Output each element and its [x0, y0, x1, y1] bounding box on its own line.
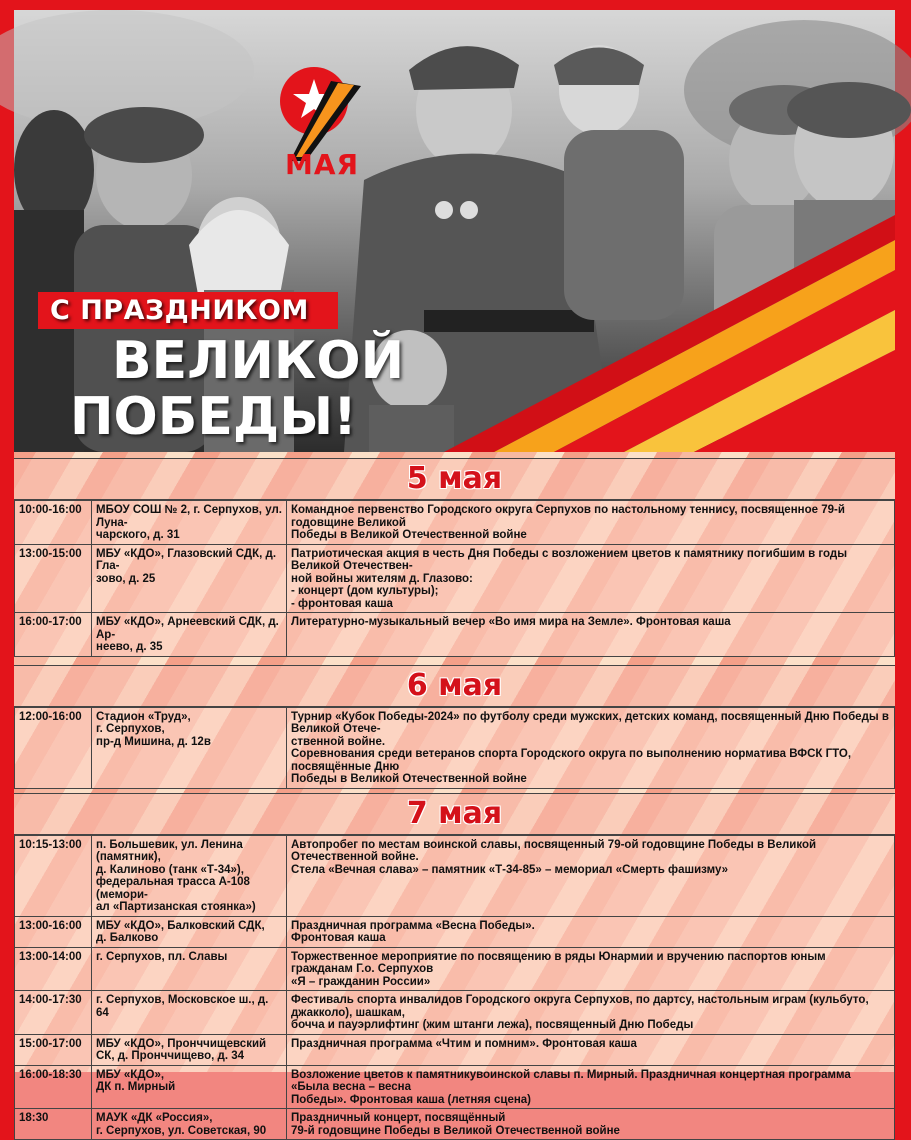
table-row	[15, 544, 895, 613]
day-heading: 5 мая	[14, 458, 895, 500]
event-description: Патриотическая акция в честь Дня Победы с возложением цветов к памятнику погибшим в годы Великой Отечествен- ной войны жителям д. Глазово: - концерт (дом культуры); - фронтовая каша	[287, 544, 895, 613]
event-place: г. Серпухов, Московское ш., д. 64	[92, 991, 287, 1035]
event-time: 10:15-13:00	[15, 835, 92, 916]
table-row	[15, 947, 895, 991]
table-row	[15, 1034, 895, 1065]
event-place: МБУ «КДО», Балковский СДК, д. Балково	[92, 916, 287, 947]
greeting-line-2: ВЕЛИКОЙ	[112, 333, 404, 389]
event-time: 15:00-17:00	[15, 1034, 92, 1065]
event-description: Автопробег по местам воинской славы, посвященный 79-ой годовщине Победы в Великой Отечественной войне. Стела «Вечная слава» – памятник «Т-34-85» – мемориал «Смерть фашизму»	[287, 835, 895, 916]
event-schedule	[14, 458, 895, 1140]
event-place: МБУ «КДО», Пронччищевский СК, д. Пронччищево, д. 34	[92, 1034, 287, 1065]
event-description: Фестиваль спорта инвалидов Городского округа Серпухов, по дартсу, настольным играм (кульбуто, джакколо), шашкам, бочча и пауэрлифтинг (жим штанги лежа), посвященный Дню Победы	[287, 991, 895, 1035]
event-time: 12:00-16:00	[15, 707, 92, 788]
table-row	[15, 501, 895, 545]
event-place: МБУ «КДО», Арнеевский СДК, д. Ар- неево, д. 35	[92, 613, 287, 657]
event-time: 10:00-16:00	[15, 501, 92, 545]
table-row	[15, 835, 895, 916]
event-time: 13:00-16:00	[15, 916, 92, 947]
event-place: п. Большевик, ул. Ленина (памятник), д. Калиново (танк «Т-34»), федеральная трасса А-108 (мемори- ал «Партизанская стоянка»)	[92, 835, 287, 916]
logo-text: МАЯ	[277, 148, 367, 181]
day-table	[14, 707, 895, 789]
day-heading: 7 мая	[14, 793, 895, 835]
hero-banner	[14, 10, 895, 452]
event-time: 13:00-14:00	[15, 947, 92, 991]
event-time: 13:00-15:00	[15, 544, 92, 613]
table-row	[15, 991, 895, 1035]
event-time: 14:00-17:30	[15, 991, 92, 1035]
poster-frame	[14, 10, 895, 1072]
table-row	[15, 1065, 895, 1109]
event-place: МАУК «ДК «Россия», г. Серпухов, ул. Советская, 90	[92, 1109, 287, 1140]
event-description: Торжественное мероприятие по посвящению в ряды Юнармии и вручению паспортов юным гражданам Г.о. Серпухов «Я – гражданин России»	[287, 947, 895, 991]
day-heading: 6 мая	[14, 665, 895, 707]
table-row	[15, 916, 895, 947]
event-place: МБУ «КДО», ДК п. Мирный	[92, 1065, 287, 1109]
day-table	[14, 500, 895, 657]
event-description: Праздничный концерт, посвящённый 79-й годовщине Победы в Великой Отечественной войне	[287, 1109, 895, 1140]
event-description: Командное первенство Городского округа Серпухов по настольному теннису, посвященное 79-й годовщине Великой Победы в Великой Отечественной войне	[287, 501, 895, 545]
greeting-line-3: ПОБЕДЫ!	[70, 389, 404, 445]
event-place: Стадион «Труд», г. Серпухов, пр-д Мишина, д. 12в	[92, 707, 287, 788]
event-description: Праздничная программа «Весна Победы». Фронтовая каша	[287, 916, 895, 947]
event-description: Литературно-музыкальный вечер «Во имя мира на Земле». Фронтовая каша	[287, 613, 895, 657]
event-time: 16:00-18:30	[15, 1065, 92, 1109]
event-place: МБОУ СОШ № 2, г. Серпухов, ул. Луна- чарского, д. 31	[92, 501, 287, 545]
greeting-line-1: С ПРАЗДНИКОМ	[38, 292, 338, 329]
event-place: г. Серпухов, пл. Славы	[92, 947, 287, 991]
event-description: Праздничная программа «Чтим и помним». Фронтовая каша	[287, 1034, 895, 1065]
event-time: 16:00-17:00	[15, 613, 92, 657]
event-time: 18:30	[15, 1109, 92, 1140]
holiday-greeting	[38, 292, 404, 445]
table-row	[15, 613, 895, 657]
day-table	[14, 835, 895, 1140]
event-description: Турнир «Кубок Победы-2024» по футболу среди мужских, детских команд, посвященный Дню Победы в Великой Отече- ственной войне. Соревнования среди ветеранов спорта Городского округа по выполнению норматива ВФСК ГТО, посвящённые Дню Победы в Великой Отечественной войне	[287, 707, 895, 788]
event-description: Возложение цветов к памятникувоинской славы п. Мирный. Праздничная концертная программа «Была весна – весна Победы». Фронтовая каша (летняя сцена)	[287, 1065, 895, 1109]
event-place: МБУ «КДО», Глазовский СДК, д. Гла- зово, д. 25	[92, 544, 287, 613]
table-row	[15, 707, 895, 788]
table-row	[15, 1109, 895, 1140]
